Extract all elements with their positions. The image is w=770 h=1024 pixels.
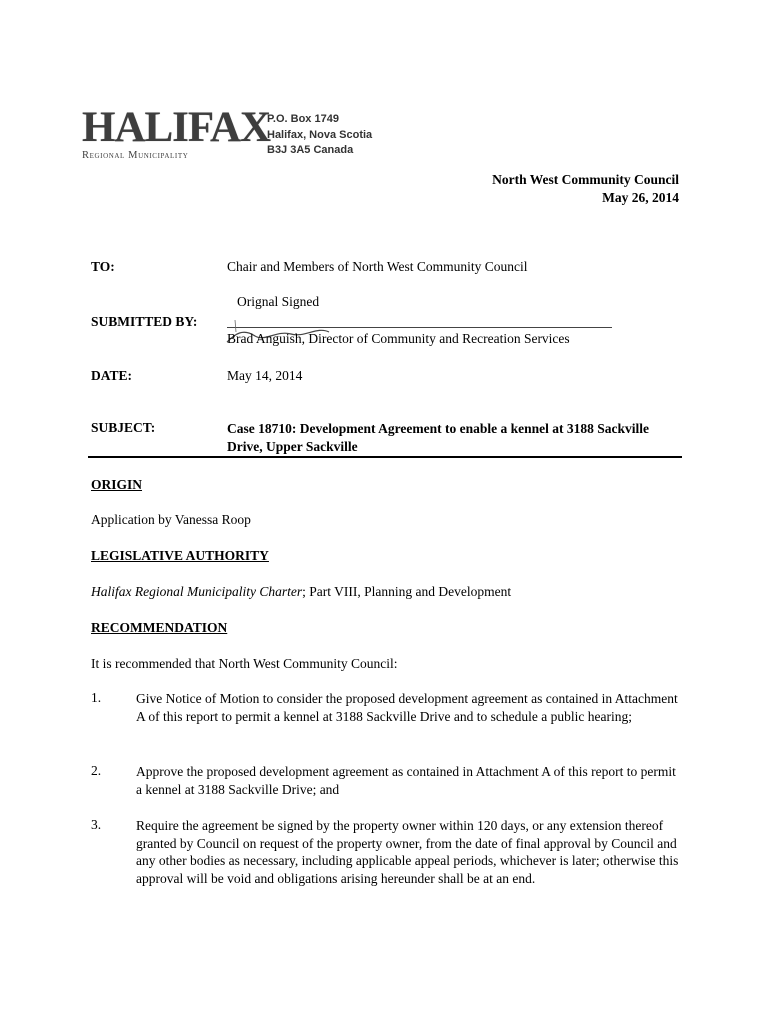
mailing-address xyxy=(267,112,372,159)
submitted-by-value: Brad Anguish, Director of Community and Recreation Services xyxy=(227,331,570,346)
item-number: 2. xyxy=(91,763,102,778)
subject-label: SUBJECT: xyxy=(91,420,156,435)
recommendation-item: Approve the proposed development agreement as contained in Attachment A of this report to permit a kennel at 3188 Sackville Drive; and xyxy=(136,764,676,797)
council-header xyxy=(492,171,679,207)
item-number: 3. xyxy=(91,817,102,832)
meeting-date: May 26, 2014 xyxy=(602,190,679,205)
address-line: P.O. Box 1749 xyxy=(267,113,339,125)
item-number: 1. xyxy=(91,690,102,705)
submitted-by-label: SUBMITTED BY: xyxy=(91,314,198,329)
legislative-authority-text xyxy=(91,584,511,600)
halifax-logo xyxy=(82,106,270,150)
header-divider xyxy=(88,456,682,458)
date-label: DATE: xyxy=(91,368,133,383)
address-line: Halifax, Nova Scotia xyxy=(267,128,373,141)
charter-part: ; Part VIII, Planning and Development xyxy=(302,584,512,599)
recommendation-heading: RECOMMENDATION xyxy=(91,620,228,635)
address-line: B3J 3A5 Canada xyxy=(267,144,354,156)
date-value: May 14, 2014 xyxy=(227,368,303,383)
legislative-authority-heading: LEGISLATIVE AUTHORITY xyxy=(91,548,269,563)
recommendation-item: Give Notice of Motion to consider the proposed development agreement as contained in Attachment A of this report to permit a kennel at 3188 Sackville Drive and to schedule a public hearing; xyxy=(136,691,678,724)
signed-note: Orignal Signed xyxy=(237,294,320,309)
to-value: Chair and Members of North West Community Council xyxy=(227,259,528,274)
recommendation-item: Require the agreement be signed by the property owner within 120 days, or any extension thereof granted by Council on request of the property owner, from the date of final approval by Council and any other bodies as necessary, including applicable appeal periods, whichever is later; otherwise this approval will be void and obligations arising hereunder shall be at an end. xyxy=(136,818,679,886)
charter-title: Halifax Regional Municipality Charter xyxy=(91,584,303,599)
origin-heading: ORIGIN xyxy=(91,477,143,492)
council-name: North West Community Council xyxy=(492,172,679,187)
origin-text: Application by Vanessa Roop xyxy=(91,512,251,527)
recommendation-intro: It is recommended that North West Community Council: xyxy=(91,656,398,671)
logo-text: HALIFAX xyxy=(82,104,271,151)
to-label: TO: xyxy=(91,259,115,274)
subject-value: Case 18710: Development Agreement to enable a kennel at 3188 Sackville Drive, Upper Sackville xyxy=(227,421,649,454)
logo-subtitle: Regional Municipality xyxy=(82,150,189,161)
